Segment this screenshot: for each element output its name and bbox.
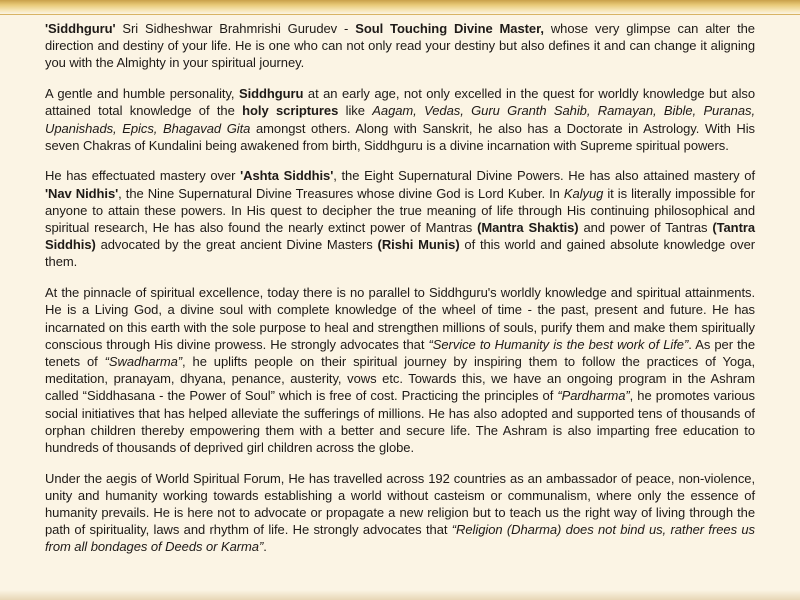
body-text: , he promotes various social initiatives that has helped alleviate the sufferings of millions. He has also adopted and supported tens of thousands of orphan children thereby empowering them with a better and secure life. The Ashram is also imparting free education to hundreds of thousands of deprived girl children across the globe. bbox=[45, 388, 756, 455]
body-text: . bbox=[263, 539, 267, 555]
document-body bbox=[45, 20, 755, 569]
decorative-bottom-edge bbox=[0, 590, 800, 600]
bold-text: 'Siddhguru' bbox=[45, 21, 116, 36]
bold-text: Soul Touching Divine Master, bbox=[355, 21, 544, 36]
body-text: it is literally impossible for anyone to attain these powers. In His quest to decipher the true meaning of life through His continuing philosophical and spiritual research, He has also found the nearly extinct power of Mantras bbox=[45, 185, 755, 236]
italic-text: “Religion (Dharma) does not bind us, rather frees us from all bondages of Deeds or Karma” bbox=[45, 522, 755, 555]
body-text: . As per the tenets of bbox=[45, 336, 756, 369]
italic-text: “Swadharma” bbox=[104, 353, 183, 369]
body-text: , the Nine Supernatural Divine Treasures whose divine God is Lord Kuber. In bbox=[118, 185, 564, 201]
paragraph-world-spiritual-forum bbox=[45, 470, 755, 556]
body-text: Sri Sidheshwar Brahmrishi Gurudev - bbox=[115, 21, 356, 36]
paragraph-siddhis bbox=[45, 167, 755, 270]
bold-text: 'Nav Nidhis' bbox=[45, 185, 119, 201]
paragraph-intro bbox=[45, 20, 755, 72]
body-text: amongst others. Along with Sanskrit, he also has a Doctorate in Astrology. With His seven Chakras of Kundalini being awakened from birth, Siddhguru is a divine incarnation with Supreme spiritual powers. bbox=[45, 120, 755, 153]
bold-text: (Rishi Munis) bbox=[377, 237, 460, 253]
paragraph-personality bbox=[45, 85, 755, 154]
italic-text: Kalyug bbox=[563, 185, 604, 201]
body-text: at an early age, not only excelled in the quest for worldly knowledge but also attained total knowledge of the bbox=[45, 86, 756, 119]
body-text: advocated by the great ancient Divine Masters bbox=[95, 237, 378, 253]
bold-text: 'Ashta Siddhis' bbox=[240, 168, 334, 184]
paragraph-spiritual-excellence bbox=[45, 284, 755, 456]
italic-text: “Service to Humanity is the best work of Life” bbox=[428, 336, 689, 352]
body-text: Under the aegis of World Spiritual Forum, He has travelled across 192 countries as an ambassador of peace, non-violence, unity and humanity working towards establishing a world without casteism or communalism, where only the essence of humanity prevails. He is here not to advocate or propagate a new religion but to teach us the right way of living through the path of spirituality, laws and rhythm of life. He strongly advocates that bbox=[45, 470, 755, 538]
body-text: , he uplifts people on their spiritual journey by inspiring them to follow the practices of Yoga, meditation, pranayam, dhyana, penance, austerity, vows etc. Towards this, we have an ongoing program in the Ashram called “Siddhasana - the Power of Soul” which is free of cost. Practicing the principles of bbox=[45, 353, 755, 404]
decorative-top-border bbox=[0, 0, 800, 15]
body-text: At the pinnacle of spiritual excellence, today there is no parallel to Siddhguru's worldly knowledge and spiritual attainments. He is a Living God, a divine soul with complete knowledge of the wheel of time - the past, present and future. He has incarnated on this earth with the sole purpose to heal and strengthen millions of souls, purify them and make them spiritually conscious through His divine prowess. He strongly advocates that bbox=[45, 285, 755, 352]
body-text: of this world and gained absolute knowledge over them. bbox=[45, 237, 756, 270]
bold-text: Siddhguru bbox=[238, 86, 304, 102]
body-text: whose very glimpse can alter the direction and destiny of your life. He is one who can not only read your destiny but also defines it and can change it aligning you with the Almighty in your spiritual journey. bbox=[45, 21, 755, 71]
bold-text: holy scriptures bbox=[242, 103, 339, 119]
body-text: and power of Tantras bbox=[578, 220, 713, 236]
bold-text: (Mantra Shaktis) bbox=[477, 220, 579, 236]
body-text: , the Eight Supernatural Divine Powers. He has also attained mastery of bbox=[333, 168, 755, 184]
body-text: like bbox=[338, 103, 373, 119]
bold-text: (Tantra Siddhis) bbox=[45, 220, 756, 253]
italic-text: “Pardharma” bbox=[557, 388, 630, 404]
body-text: He has effectuated mastery over bbox=[45, 168, 241, 184]
italic-text: Aagam, Vedas, Guru Granth Sahib, Ramayan, Bible, Puranas, Upanishads, Epics, Bhagavad Gita bbox=[45, 103, 756, 136]
body-text: A gentle and humble personality, bbox=[45, 86, 239, 102]
